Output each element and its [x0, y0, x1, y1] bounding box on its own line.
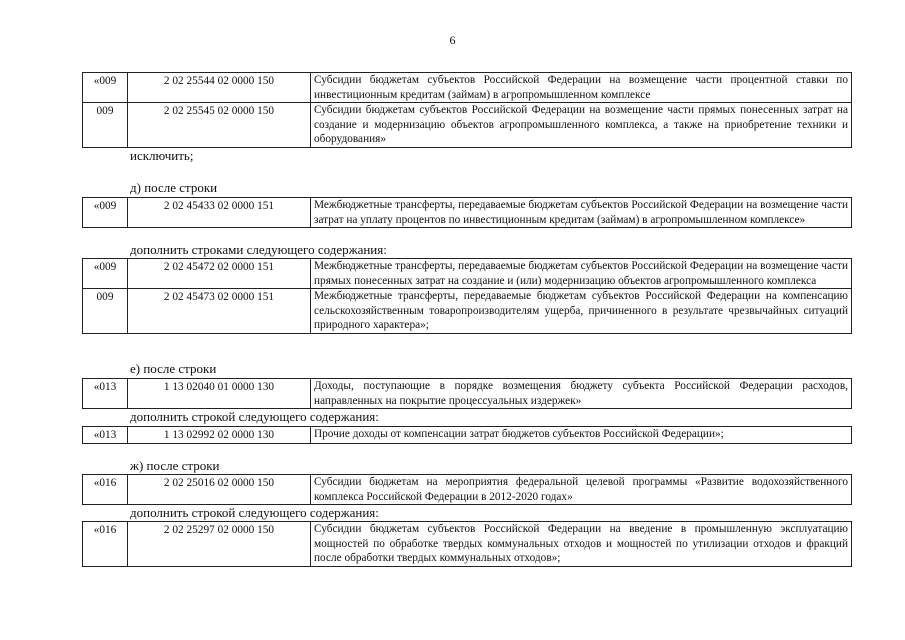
exclude-text: исключить; [130, 148, 194, 163]
kbk-cell: 2 02 45433 02 0000 151 [128, 198, 311, 228]
budget-table [82, 72, 852, 148]
budget-table [82, 197, 852, 228]
item-e-heading: е) после строки [130, 361, 217, 376]
table-row [83, 522, 852, 567]
budget-table [82, 378, 852, 409]
code-cell: «016 [83, 522, 128, 567]
table-row [83, 259, 852, 289]
name-cell: Субсидии бюджетам на мероприятия федеральной целевой программы «Развитие водохозяйственного комплекса Российской Федерации в 2012-2020 годах» [311, 475, 852, 505]
name-cell: Межбюджетные трансферты, передаваемые бюджетам субъектов Российской Федерации на возмещение части затрат на уплату процентов по инвестиционным кредитам (займам) в агропромышленном комплексе» [311, 198, 852, 228]
kbk-cell: 2 02 25544 02 0000 150 [128, 73, 311, 103]
table-row [83, 289, 852, 334]
table-row [83, 379, 852, 409]
item-d-heading: д) после строки [130, 180, 218, 195]
kbk-cell: 2 02 45472 02 0000 151 [128, 259, 311, 289]
budget-table [82, 258, 852, 334]
code-cell: «016 [83, 475, 128, 505]
name-cell: Субсидии бюджетам субъектов Российской Федерации на возмещение части процентной ставки по инвестиционным кредитам (займам) в агропромышленном комплексе [311, 73, 852, 103]
kbk-cell: 2 02 45473 02 0000 151 [128, 289, 311, 334]
code-cell: «013 [83, 379, 128, 409]
code-cell: 009 [83, 103, 128, 148]
budget-table [82, 474, 852, 505]
code-cell: 009 [83, 289, 128, 334]
table-row [83, 73, 852, 103]
budget-table [82, 521, 852, 567]
code-cell: «009 [83, 198, 128, 228]
table-row [83, 427, 852, 444]
name-cell: Межбюджетные трансферты, передаваемые бюджетам субъектов Российской Федерации на компенсацию сельскохозяйственным товаропроизводителям ущерба, причиненного в результате чрезвычайных ситуаций природного характера»; [311, 289, 852, 334]
kbk-cell: 2 02 25016 02 0000 150 [128, 475, 311, 505]
page-number: 6 [449, 33, 456, 47]
kbk-cell: 1 13 02040 01 0000 130 [128, 379, 311, 409]
name-cell: Прочие доходы от компенсации затрат бюджетов субъектов Российской Федерации»; [311, 427, 852, 444]
name-cell: Субсидии бюджетам субъектов Российской Федерации на введение в промышленную эксплуатацию мощностей по обработке твердых коммунальных отходов и мощностей по утилизации отходов и фракций после обработки твердых коммунальных отходов»; [311, 522, 852, 567]
add-rows-text: дополнить строками следующего содержания: [130, 242, 387, 257]
table-row [83, 475, 852, 505]
kbk-cell: 2 02 25297 02 0000 150 [128, 522, 311, 567]
kbk-cell: 1 13 02992 02 0000 130 [128, 427, 311, 444]
add-row-text: дополнить строкой следующего содержания: [130, 505, 379, 520]
code-cell: «013 [83, 427, 128, 444]
name-cell: Доходы, поступающие в порядке возмещения бюджету субъекта Российской Федерации расходов, направленных на покрытие процессуальных издержек» [311, 379, 852, 409]
table-row [83, 198, 852, 228]
code-cell: «009 [83, 73, 128, 103]
name-cell: Субсидии бюджетам субъектов Российской Федерации на возмещение части прямых понесенных затрат на создание и модернизацию объектов агропромышленного комплекса, а также на приобретение техники и оборудования» [311, 103, 852, 148]
item-zh-heading: ж) после строки [130, 458, 220, 473]
table-row [83, 103, 852, 148]
budget-table [82, 426, 852, 444]
kbk-cell: 2 02 25545 02 0000 150 [128, 103, 311, 148]
name-cell: Межбюджетные трансферты, передаваемые бюджетам субъектов Российской Федерации на возмещение части прямых понесенных затрат на создание и (или) модернизацию объектов агропромышленного комплекса [311, 259, 852, 289]
add-row-text: дополнить строкой следующего содержания: [130, 409, 379, 424]
code-cell: «009 [83, 259, 128, 289]
